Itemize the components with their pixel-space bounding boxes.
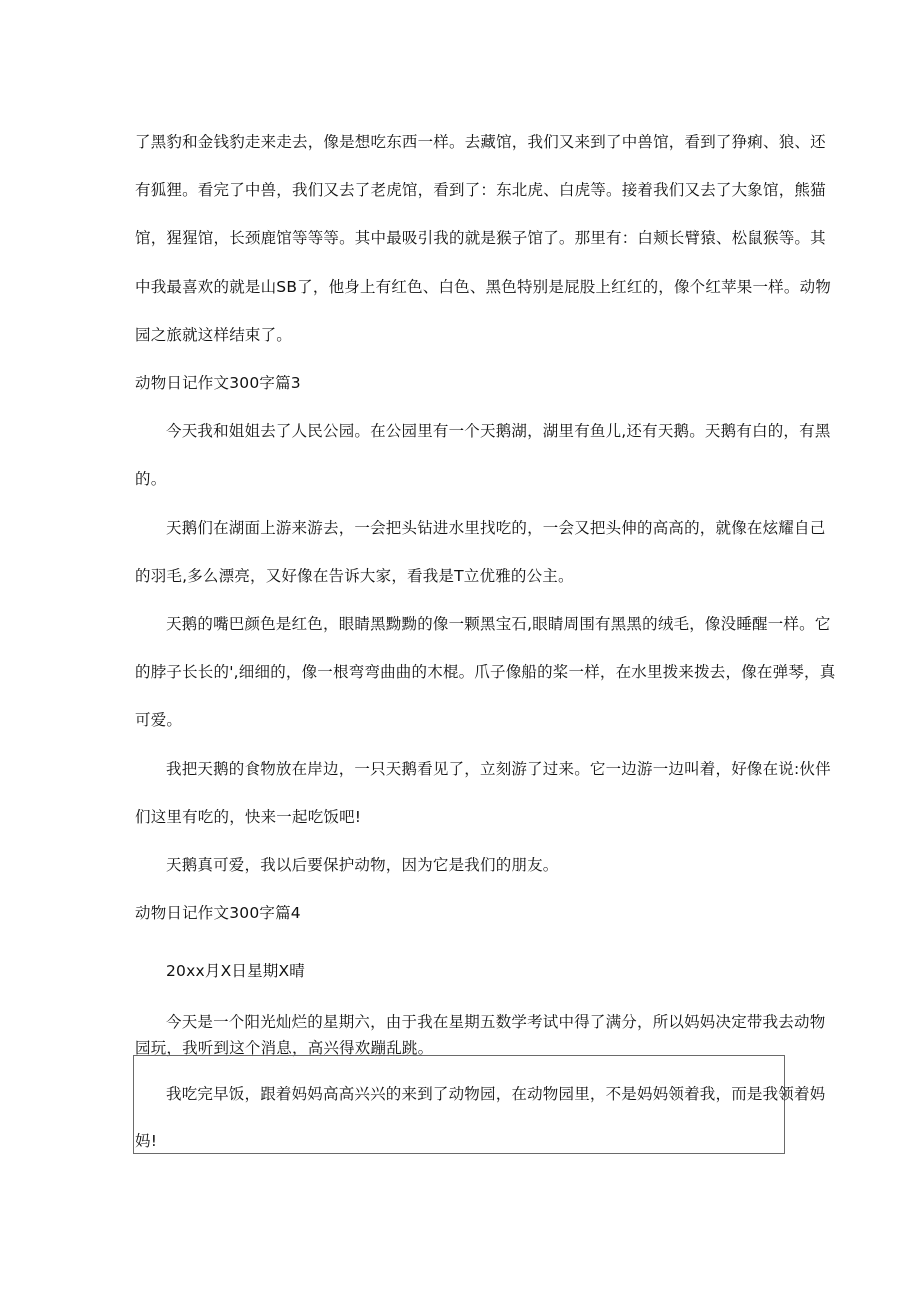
- paragraph-line: 们这里有吃的，快来一起吃饭吧!: [135, 808, 362, 826]
- paragraph-line: 的羽毛,多么漂亮，又好像在告诉大家，看我是T立优雅的公主。: [135, 567, 574, 585]
- paragraph-line: 了黑豹和金钱豹走来走去，像是想吃东西一样。去藏馆，我们又来到了中兽馆，看到了狰痢、狼、还: [135, 133, 826, 151]
- paragraph-line: 天鹅真可爱，我以后要保护动物，因为它是我们的朋友。: [166, 856, 559, 874]
- paragraph-line: 可爱。: [135, 711, 183, 729]
- paragraph-line: 今天是一个阳光灿烂的星期六，由于我在星期五数学考试中得了满分，所以妈妈决定带我去动物: [166, 1013, 826, 1031]
- paragraph-line: 园之旅就这样结束了。: [135, 326, 293, 344]
- bordered-paragraph-box: [133, 1055, 785, 1154]
- paragraph-line: 今天我和姐姐去了人民公园。在公园里有一个天鹅湖，湖里有鱼儿,还有天鹅。天鹅有白的，有黑: [166, 422, 831, 440]
- paragraph-line: 的。: [135, 470, 167, 488]
- dateline: 20xx月X日星期X晴: [166, 962, 306, 980]
- paragraph-line: 园玩，我听到这个消息，高兴得欢蹦乱跳。: [135, 1039, 434, 1057]
- paragraph-line: 天鹅们在湖面上游来游去，一会把头钻进水里找吃的，一会又把头伸的高高的，就像在炫耀自己: [166, 519, 826, 537]
- paragraph-line: 天鹅的嘴巴颜色是红色，眼睛黑黝黝的像一颗黑宝石,眼睛周围有黑黑的绒毛，像没睡醒一样。它: [166, 615, 831, 633]
- paragraph-line: 我吃完早饭，跟着妈妈高高兴兴的来到了动物园，在动物园里，不是妈妈领着我，而是我领着妈: [166, 1085, 826, 1103]
- paragraph-line: 馆，猩猩馆，长颈鹿馆等等等。其中最吸引我的就是猴子馆了。那里有：白颊长臂猿、松鼠猴等。其: [135, 229, 826, 247]
- paragraph-line: 的脖子长长的',细细的，像一根弯弯曲曲的木棍。爪子像船的桨一样，在水里拨来拨去，像在弹琴，真: [135, 663, 836, 681]
- section-heading: 动物日记作文300字篇4: [135, 904, 301, 922]
- paragraph-line: 有狐狸。看完了中兽，我们又去了老虎馆，看到了：东北虎、白虎等。接着我们又去了大象馆，熊猫: [135, 181, 826, 199]
- paragraph-line: 我把天鹅的食物放在岸边，一只天鹅看见了，立刻游了过来。它一边游一边叫着，好像在说:伙伴: [166, 760, 831, 778]
- paragraph-line: 中我最喜欢的就是山SB了，他身上有红色、白色、黑色特别是屁股上红红的，像个红苹果一样。动物: [135, 278, 831, 296]
- section-heading: 动物日记作文300字篇3: [135, 374, 301, 392]
- paragraph-line: 妈!: [135, 1132, 158, 1150]
